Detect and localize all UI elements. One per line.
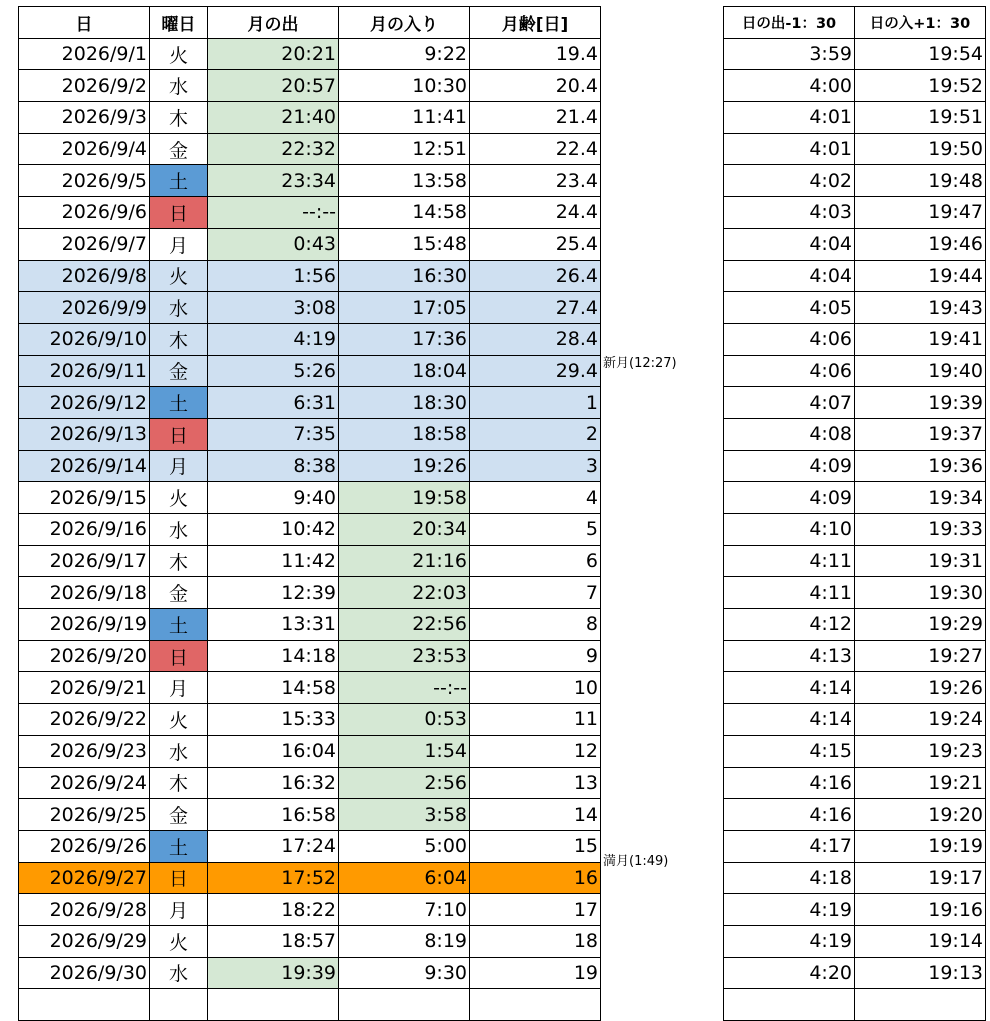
moonset-cell: 22:56 xyxy=(339,609,470,641)
sunset-cell: 19:27 xyxy=(855,640,986,672)
moonset-cell: 13:58 xyxy=(339,165,470,197)
moonset-cell: 19:26 xyxy=(339,450,470,482)
date-cell: 2026/9/11 xyxy=(19,355,150,387)
moonset-cell: --:-- xyxy=(339,672,470,704)
dow-cell: 水 xyxy=(150,70,208,102)
date-cell: 2026/9/10 xyxy=(19,323,150,355)
moonrise-cell: --:-- xyxy=(208,197,339,229)
moonset-cell: 18:58 xyxy=(339,418,470,450)
table-row xyxy=(19,767,601,799)
table-row xyxy=(19,387,601,419)
table-row xyxy=(724,292,986,324)
date-cell: 2026/9/29 xyxy=(19,925,150,957)
sunset-cell: 19:31 xyxy=(855,545,986,577)
sunrise-cell: 4:01 xyxy=(724,102,855,134)
moon-age-cell: 13 xyxy=(470,767,601,799)
sunrise-cell: 3:59 xyxy=(724,38,855,70)
sunrise-cell: 4:00 xyxy=(724,70,855,102)
table-row xyxy=(724,767,986,799)
table-row xyxy=(19,545,601,577)
table-row xyxy=(724,482,986,514)
sunset-cell: 19:39 xyxy=(855,387,986,419)
new-moon-note: 新月(12:27) xyxy=(603,356,677,371)
moonset-cell: 18:30 xyxy=(339,387,470,419)
date-cell: 2026/9/4 xyxy=(19,133,150,165)
moon-age-cell: 5 xyxy=(470,514,601,546)
moonrise-cell: 3:08 xyxy=(208,292,339,324)
moon-age-cell: 16 xyxy=(470,862,601,894)
sunrise-cell: 4:17 xyxy=(724,830,855,862)
header-moon-age: 月齢[日] xyxy=(470,7,601,39)
moon-age-cell: 2 xyxy=(470,418,601,450)
moonrise-cell: 17:24 xyxy=(208,830,339,862)
moonrise-cell: 13:31 xyxy=(208,609,339,641)
sunset-cell: 19:37 xyxy=(855,418,986,450)
dow-cell: 火 xyxy=(150,482,208,514)
moon-age-cell: 3 xyxy=(470,450,601,482)
sunrise-cell: 4:05 xyxy=(724,292,855,324)
header-moonset: 月の入り xyxy=(339,7,470,39)
date-cell: 2026/9/25 xyxy=(19,799,150,831)
moonset-cell: 6:04 xyxy=(339,862,470,894)
moonrise-cell: 0:43 xyxy=(208,228,339,260)
sunset-cell: 19:44 xyxy=(855,260,986,292)
moonset-cell: 8:19 xyxy=(339,925,470,957)
moonset-cell: 12:51 xyxy=(339,133,470,165)
table-row xyxy=(19,799,601,831)
date-cell: 2026/9/13 xyxy=(19,418,150,450)
date-cell: 2026/9/20 xyxy=(19,640,150,672)
dow-cell: 金 xyxy=(150,799,208,831)
table-row xyxy=(724,640,986,672)
sunrise-cell: 4:02 xyxy=(724,165,855,197)
moonrise-cell: 14:18 xyxy=(208,640,339,672)
table-row xyxy=(724,925,986,957)
table-row xyxy=(724,38,986,70)
sunset-cell: 19:40 xyxy=(855,355,986,387)
moonrise-cell: 5:26 xyxy=(208,355,339,387)
table-row xyxy=(724,70,986,102)
date-cell: 2026/9/1 xyxy=(19,38,150,70)
moonset-cell: 20:34 xyxy=(339,514,470,546)
table-row xyxy=(724,735,986,767)
sunrise-cell: 4:09 xyxy=(724,482,855,514)
moonset-cell: 1:54 xyxy=(339,735,470,767)
table-row xyxy=(19,133,601,165)
table-row xyxy=(19,735,601,767)
sunset-cell: 19:20 xyxy=(855,799,986,831)
sunrise-cell: 4:09 xyxy=(724,450,855,482)
moon-age-cell: 17 xyxy=(470,894,601,926)
date-cell: 2026/9/16 xyxy=(19,514,150,546)
date-cell: 2026/9/2 xyxy=(19,70,150,102)
sunrise-cell: 4:18 xyxy=(724,862,855,894)
sunrise-cell: 4:03 xyxy=(724,197,855,229)
dow-cell: 木 xyxy=(150,102,208,134)
table-row xyxy=(19,609,601,641)
moonset-cell: 10:30 xyxy=(339,70,470,102)
moon-age-cell: 20.4 xyxy=(470,70,601,102)
sunset-cell: 19:46 xyxy=(855,228,986,260)
sunset-cell: 19:33 xyxy=(855,514,986,546)
dow-cell: 水 xyxy=(150,292,208,324)
moonset-cell: 11:41 xyxy=(339,102,470,134)
moonset-cell: 14:58 xyxy=(339,197,470,229)
date-cell: 2026/9/14 xyxy=(19,450,150,482)
table-row xyxy=(19,292,601,324)
table-row xyxy=(19,450,601,482)
moon-age-cell: 19.4 xyxy=(470,38,601,70)
date-cell: 2026/9/6 xyxy=(19,197,150,229)
table-row xyxy=(724,450,986,482)
moon-age-cell: 9 xyxy=(470,640,601,672)
table-row xyxy=(19,577,601,609)
moon-age-cell: 19 xyxy=(470,957,601,989)
date-cell: 2026/9/26 xyxy=(19,830,150,862)
moonrise-cell: 9:40 xyxy=(208,482,339,514)
sunset-cell: 19:54 xyxy=(855,38,986,70)
table-row xyxy=(724,957,986,989)
dow-cell: 金 xyxy=(150,577,208,609)
table-row xyxy=(724,323,986,355)
table-row xyxy=(724,355,986,387)
date-cell: 2026/9/12 xyxy=(19,387,150,419)
sunrise-cell: 4:01 xyxy=(724,133,855,165)
full-moon-note: 満月(1:49) xyxy=(603,854,669,869)
table-row xyxy=(19,672,601,704)
table-row xyxy=(724,672,986,704)
sunrise-cell: 4:16 xyxy=(724,767,855,799)
table-row xyxy=(19,102,601,134)
table-row xyxy=(724,545,986,577)
empty-row xyxy=(724,989,986,1021)
moon-age-cell: 22.4 xyxy=(470,133,601,165)
sunset-cell: 19:14 xyxy=(855,925,986,957)
moonrise-cell: 16:58 xyxy=(208,799,339,831)
table-row xyxy=(19,704,601,736)
date-cell: 2026/9/22 xyxy=(19,704,150,736)
dow-cell: 火 xyxy=(150,38,208,70)
date-cell: 2026/9/30 xyxy=(19,957,150,989)
table-row xyxy=(724,609,986,641)
sunrise-cell: 4:06 xyxy=(724,323,855,355)
sunset-cell: 19:13 xyxy=(855,957,986,989)
dow-cell: 火 xyxy=(150,925,208,957)
table-row xyxy=(724,387,986,419)
moonset-cell: 18:04 xyxy=(339,355,470,387)
moonset-cell: 15:48 xyxy=(339,228,470,260)
sunset-cell: 19:19 xyxy=(855,830,986,862)
moon-age-cell: 1 xyxy=(470,387,601,419)
table-row xyxy=(19,197,601,229)
moonset-cell: 9:22 xyxy=(339,38,470,70)
header-moonrise: 月の出 xyxy=(208,7,339,39)
dow-cell: 日 xyxy=(150,197,208,229)
dow-cell: 月 xyxy=(150,894,208,926)
header-date: 日 xyxy=(19,7,150,39)
table-row xyxy=(724,799,986,831)
moonrise-cell: 23:34 xyxy=(208,165,339,197)
moon-age-cell: 24.4 xyxy=(470,197,601,229)
moon-age-cell: 21.4 xyxy=(470,102,601,134)
table-row xyxy=(19,925,601,957)
moon-age-cell: 27.4 xyxy=(470,292,601,324)
moonrise-cell: 4:19 xyxy=(208,323,339,355)
moon-age-cell: 15 xyxy=(470,830,601,862)
table-row xyxy=(724,894,986,926)
table-row xyxy=(724,228,986,260)
table-row xyxy=(19,830,601,862)
sunrise-cell: 4:06 xyxy=(724,355,855,387)
empty-row xyxy=(19,989,601,1021)
sunrise-cell: 4:20 xyxy=(724,957,855,989)
header-sunrise-minus: 日の出-1：30 xyxy=(724,7,855,39)
moonset-cell: 5:00 xyxy=(339,830,470,862)
sunrise-cell: 4:13 xyxy=(724,640,855,672)
date-cell: 2026/9/27 xyxy=(19,862,150,894)
table-row xyxy=(19,70,601,102)
sunset-cell: 19:23 xyxy=(855,735,986,767)
date-cell: 2026/9/9 xyxy=(19,292,150,324)
moonrise-cell: 10:42 xyxy=(208,514,339,546)
sunrise-cell: 4:04 xyxy=(724,228,855,260)
moonrise-cell: 12:39 xyxy=(208,577,339,609)
table-row xyxy=(19,323,601,355)
table-row xyxy=(19,514,601,546)
table-row xyxy=(19,418,601,450)
sunrise-cell: 4:10 xyxy=(724,514,855,546)
moonrise-cell: 19:39 xyxy=(208,957,339,989)
moonset-cell: 9:30 xyxy=(339,957,470,989)
table-row xyxy=(724,260,986,292)
dow-cell: 水 xyxy=(150,514,208,546)
sunset-cell: 19:36 xyxy=(855,450,986,482)
moonrise-cell: 21:40 xyxy=(208,102,339,134)
dow-cell: 土 xyxy=(150,387,208,419)
sunrise-cell: 4:11 xyxy=(724,545,855,577)
date-cell: 2026/9/17 xyxy=(19,545,150,577)
table-row xyxy=(724,704,986,736)
sunrise-cell: 4:14 xyxy=(724,672,855,704)
moonset-cell: 2:56 xyxy=(339,767,470,799)
table-row xyxy=(724,133,986,165)
moonset-cell: 7:10 xyxy=(339,894,470,926)
moonrise-cell: 20:21 xyxy=(208,38,339,70)
sunrise-cell: 4:04 xyxy=(724,260,855,292)
moon-age-cell: 4 xyxy=(470,482,601,514)
sunset-cell: 19:21 xyxy=(855,767,986,799)
dow-cell: 水 xyxy=(150,957,208,989)
sunset-cell: 19:47 xyxy=(855,197,986,229)
date-cell: 2026/9/15 xyxy=(19,482,150,514)
table-row xyxy=(19,165,601,197)
moonrise-cell: 18:57 xyxy=(208,925,339,957)
moonset-cell: 21:16 xyxy=(339,545,470,577)
sunrise-cell: 4:19 xyxy=(724,925,855,957)
date-cell: 2026/9/18 xyxy=(19,577,150,609)
sunset-cell: 19:16 xyxy=(855,894,986,926)
moonrise-cell: 16:32 xyxy=(208,767,339,799)
sunrise-cell: 4:12 xyxy=(724,609,855,641)
dow-cell: 金 xyxy=(150,355,208,387)
moonrise-cell: 14:58 xyxy=(208,672,339,704)
dow-cell: 木 xyxy=(150,545,208,577)
dow-cell: 月 xyxy=(150,450,208,482)
table-row xyxy=(724,197,986,229)
table-row xyxy=(19,38,601,70)
moonset-cell: 0:53 xyxy=(339,704,470,736)
dow-cell: 木 xyxy=(150,767,208,799)
table-row xyxy=(19,228,601,260)
dow-cell: 日 xyxy=(150,640,208,672)
sunset-cell: 19:24 xyxy=(855,704,986,736)
sunset-cell: 19:52 xyxy=(855,70,986,102)
sunrise-cell: 4:11 xyxy=(724,577,855,609)
table-row xyxy=(19,640,601,672)
dow-cell: 土 xyxy=(150,830,208,862)
sunset-cell: 19:51 xyxy=(855,102,986,134)
date-cell: 2026/9/7 xyxy=(19,228,150,260)
moonset-cell: 19:58 xyxy=(339,482,470,514)
dow-cell: 火 xyxy=(150,704,208,736)
moonset-cell: 22:03 xyxy=(339,577,470,609)
moonrise-cell: 15:33 xyxy=(208,704,339,736)
moon-age-cell: 11 xyxy=(470,704,601,736)
header-dow: 曜日 xyxy=(150,7,208,39)
table-row xyxy=(19,862,601,894)
moonrise-cell: 11:42 xyxy=(208,545,339,577)
date-cell: 2026/9/24 xyxy=(19,767,150,799)
dow-cell: 水 xyxy=(150,735,208,767)
moon-age-cell: 10 xyxy=(470,672,601,704)
sunrise-cell: 4:16 xyxy=(724,799,855,831)
moon-age-cell: 7 xyxy=(470,577,601,609)
moon-age-cell: 29.4 xyxy=(470,355,601,387)
moon-age-cell: 23.4 xyxy=(470,165,601,197)
moonset-cell: 16:30 xyxy=(339,260,470,292)
sun-table xyxy=(723,6,986,1021)
moonset-cell: 17:36 xyxy=(339,323,470,355)
dow-cell: 月 xyxy=(150,672,208,704)
sunset-cell: 19:30 xyxy=(855,577,986,609)
moon-age-cell: 8 xyxy=(470,609,601,641)
date-cell: 2026/9/5 xyxy=(19,165,150,197)
moonrise-cell: 17:52 xyxy=(208,862,339,894)
header-sunset-plus: 日の入+1：30 xyxy=(855,7,986,39)
moonrise-cell: 6:31 xyxy=(208,387,339,419)
date-cell: 2026/9/19 xyxy=(19,609,150,641)
table-row xyxy=(724,514,986,546)
moon-age-cell: 6 xyxy=(470,545,601,577)
moon-table xyxy=(18,6,601,1021)
sun-table-header xyxy=(724,7,986,39)
sunrise-cell: 4:15 xyxy=(724,735,855,767)
moonrise-cell: 8:38 xyxy=(208,450,339,482)
table-row xyxy=(19,894,601,926)
dow-cell: 土 xyxy=(150,609,208,641)
table-row xyxy=(19,482,601,514)
sunset-cell: 19:41 xyxy=(855,323,986,355)
moon-age-cell: 18 xyxy=(470,925,601,957)
moonrise-cell: 20:57 xyxy=(208,70,339,102)
moon-table-header xyxy=(19,7,601,39)
dow-cell: 土 xyxy=(150,165,208,197)
dow-cell: 火 xyxy=(150,260,208,292)
date-cell: 2026/9/3 xyxy=(19,102,150,134)
moonset-cell: 23:53 xyxy=(339,640,470,672)
dow-cell: 月 xyxy=(150,228,208,260)
date-cell: 2026/9/21 xyxy=(19,672,150,704)
moon-age-cell: 12 xyxy=(470,735,601,767)
date-cell: 2026/9/8 xyxy=(19,260,150,292)
table-row xyxy=(724,418,986,450)
table-row xyxy=(724,830,986,862)
moonset-cell: 3:58 xyxy=(339,799,470,831)
dow-cell: 日 xyxy=(150,418,208,450)
table-row xyxy=(724,577,986,609)
dow-cell: 木 xyxy=(150,323,208,355)
sunset-cell: 19:26 xyxy=(855,672,986,704)
table-row xyxy=(724,102,986,134)
table-row xyxy=(724,862,986,894)
sunrise-cell: 4:07 xyxy=(724,387,855,419)
sunrise-cell: 4:08 xyxy=(724,418,855,450)
sunset-cell: 19:34 xyxy=(855,482,986,514)
sunset-cell: 19:29 xyxy=(855,609,986,641)
moonrise-cell: 18:22 xyxy=(208,894,339,926)
date-cell: 2026/9/23 xyxy=(19,735,150,767)
moon-age-cell: 14 xyxy=(470,799,601,831)
moonrise-cell: 1:56 xyxy=(208,260,339,292)
moonrise-cell: 22:32 xyxy=(208,133,339,165)
moon-age-cell: 25.4 xyxy=(470,228,601,260)
sunset-cell: 19:17 xyxy=(855,862,986,894)
moon-age-cell: 26.4 xyxy=(470,260,601,292)
sunrise-cell: 4:14 xyxy=(724,704,855,736)
moonrise-cell: 16:04 xyxy=(208,735,339,767)
table-row xyxy=(19,260,601,292)
sunrise-cell: 4:19 xyxy=(724,894,855,926)
table-row xyxy=(19,957,601,989)
table-row xyxy=(724,165,986,197)
dow-cell: 日 xyxy=(150,862,208,894)
sunset-cell: 19:43 xyxy=(855,292,986,324)
moonset-cell: 17:05 xyxy=(339,292,470,324)
moonrise-cell: 7:35 xyxy=(208,418,339,450)
date-cell: 2026/9/28 xyxy=(19,894,150,926)
moon-age-cell: 28.4 xyxy=(470,323,601,355)
table-row xyxy=(19,355,601,387)
sunset-cell: 19:48 xyxy=(855,165,986,197)
sunset-cell: 19:50 xyxy=(855,133,986,165)
dow-cell: 金 xyxy=(150,133,208,165)
